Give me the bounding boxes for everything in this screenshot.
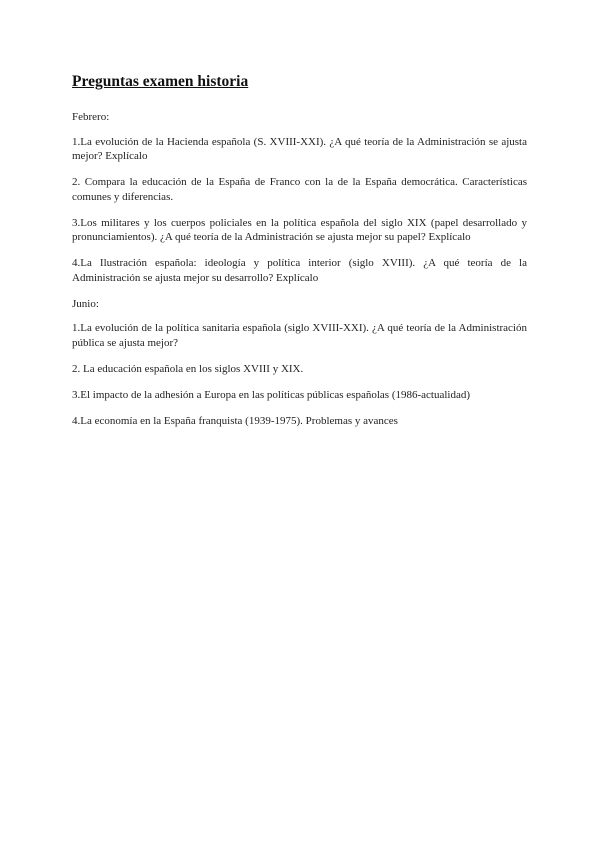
question-febrero-4: 4.La Ilustración española: ideología y política interior (siglo XVIII). ¿A qué teoría de la Administración se ajusta mejor su desarrollo? Explícalo [72,257,527,284]
section-label-junio: Junio: [72,297,99,310]
section-label-febrero: Febrero: [72,111,110,123]
question-febrero-3: 3.Los militares y los cuerpos policiales en la política española del siglo XIX (papel desarrollado y pronunciamientos). ¿A qué teoría de la Administración se ajusta mejor su papel? Explícalo [72,216,527,243]
question-febrero-1: 1.La evolución de la Hacienda española (S. XVIII-XXI). ¿A qué teoría de la Administración se ajusta mejor? Explícalo [72,135,527,162]
question-junio-1: 1.La evolución de la política sanitaria española (siglo XVIII-XXI). ¿A qué teoría de la Administración pública se ajusta mejor? [72,322,527,349]
question-junio-4: 4.La economía en la España franquista (1939-1975). Problemas y avances [72,414,398,427]
question-junio-3: 3.El impacto de la adhesión a Europa en las políticas públicas españolas (1986-actualidad) [72,388,471,401]
question-febrero-2: 2. Compara la educación de la España de Franco con la de la España democrática. Características comunes y diferencias. [72,176,527,203]
question-junio-2: 2. La educación española en los siglos XVIII y XIX. [72,362,304,375]
document-title: Preguntas examen historia [72,73,249,90]
document-body [72,72,527,440]
